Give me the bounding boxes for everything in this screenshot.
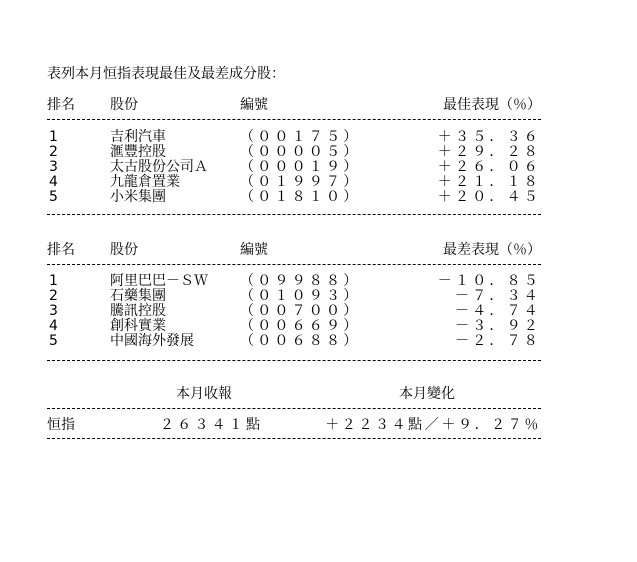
row-rank: 4	[49, 318, 58, 334]
summary-change-header: 本月變化	[399, 386, 455, 402]
row-rank: 2	[49, 288, 58, 304]
row-stock-name: 太古股份公司Ａ	[110, 159, 208, 175]
row-stock-name: 中國海外發展	[110, 333, 194, 349]
row-stock-code: （００００５）	[240, 144, 361, 160]
row-rank: 1	[49, 273, 58, 289]
worst-header-code: 編號	[240, 242, 268, 258]
row-performance: －４．７４	[455, 303, 541, 319]
row-rank: 5	[49, 333, 58, 349]
row-stock-code: （０００１９）	[240, 159, 361, 175]
row-performance: －３．９２	[455, 318, 541, 334]
row-rank: 4	[49, 174, 58, 190]
summary-index-label: 恒指	[47, 417, 75, 433]
worst-header-rank: 排名	[47, 242, 75, 258]
worst-header-perf: 最差表現（％）	[443, 242, 541, 258]
row-stock-name: 阿里巴巴－ＳＷ	[110, 273, 208, 289]
summary-change-value: ＋２２３４點／＋９．２７％	[325, 417, 541, 433]
row-stock-name: 創科實業	[110, 318, 166, 334]
row-rank: 3	[49, 303, 58, 319]
worst-footer-divider	[47, 360, 541, 361]
row-rank: 2	[49, 144, 58, 160]
summary-header-divider	[47, 408, 541, 409]
row-stock-code: （００１７５）	[240, 129, 361, 145]
row-performance: ＋２０．４５	[437, 189, 541, 205]
row-stock-name: 石藥集團	[110, 288, 166, 304]
row-performance: －２．７８	[455, 333, 541, 349]
worst-header-divider	[47, 264, 541, 265]
row-performance: ＋３５．３６	[437, 129, 541, 145]
row-performance: －７．３４	[455, 288, 541, 304]
best-header-rank: 排名	[47, 97, 75, 113]
row-stock-name: 騰訊控股	[110, 303, 166, 319]
row-performance: ＋２１．１８	[437, 174, 541, 190]
summary-close-header: 本月收報	[176, 386, 232, 402]
row-stock-name: 吉利汽車	[110, 129, 166, 145]
row-stock-name: 小米集團	[110, 189, 166, 205]
row-rank: 5	[49, 189, 58, 205]
row-performance: －１０．８５	[437, 273, 541, 289]
best-header-stock: 股份	[110, 97, 138, 113]
best-header-perf: 最佳表現（％）	[443, 97, 541, 113]
row-stock-code: （０１０９３）	[240, 288, 361, 304]
row-rank: 1	[49, 129, 58, 145]
best-header-code: 編號	[240, 97, 268, 113]
row-stock-code: （００６８８）	[240, 333, 361, 349]
row-stock-code: （０１８１０）	[240, 189, 361, 205]
row-performance: ＋２６．０６	[437, 159, 541, 175]
row-stock-name: 滙豐控股	[110, 144, 166, 160]
summary-close-value: ２６３４１點	[160, 417, 264, 433]
row-rank: 3	[49, 159, 58, 175]
row-stock-code: （００７００）	[240, 303, 361, 319]
best-header-divider	[47, 119, 541, 120]
worst-header-stock: 股份	[110, 242, 138, 258]
intro-text: 表列本月恒指表現最佳及最差成分股：	[47, 66, 285, 82]
row-stock-code: （０９９８８）	[240, 273, 361, 289]
summary-footer-divider	[47, 438, 541, 439]
row-stock-code: （０１９９７）	[240, 174, 361, 190]
row-stock-name: 九龍倉置業	[110, 174, 180, 190]
row-stock-code: （００６６９）	[240, 318, 361, 334]
row-performance: ＋２９．２８	[437, 144, 541, 160]
best-footer-divider	[47, 214, 541, 215]
